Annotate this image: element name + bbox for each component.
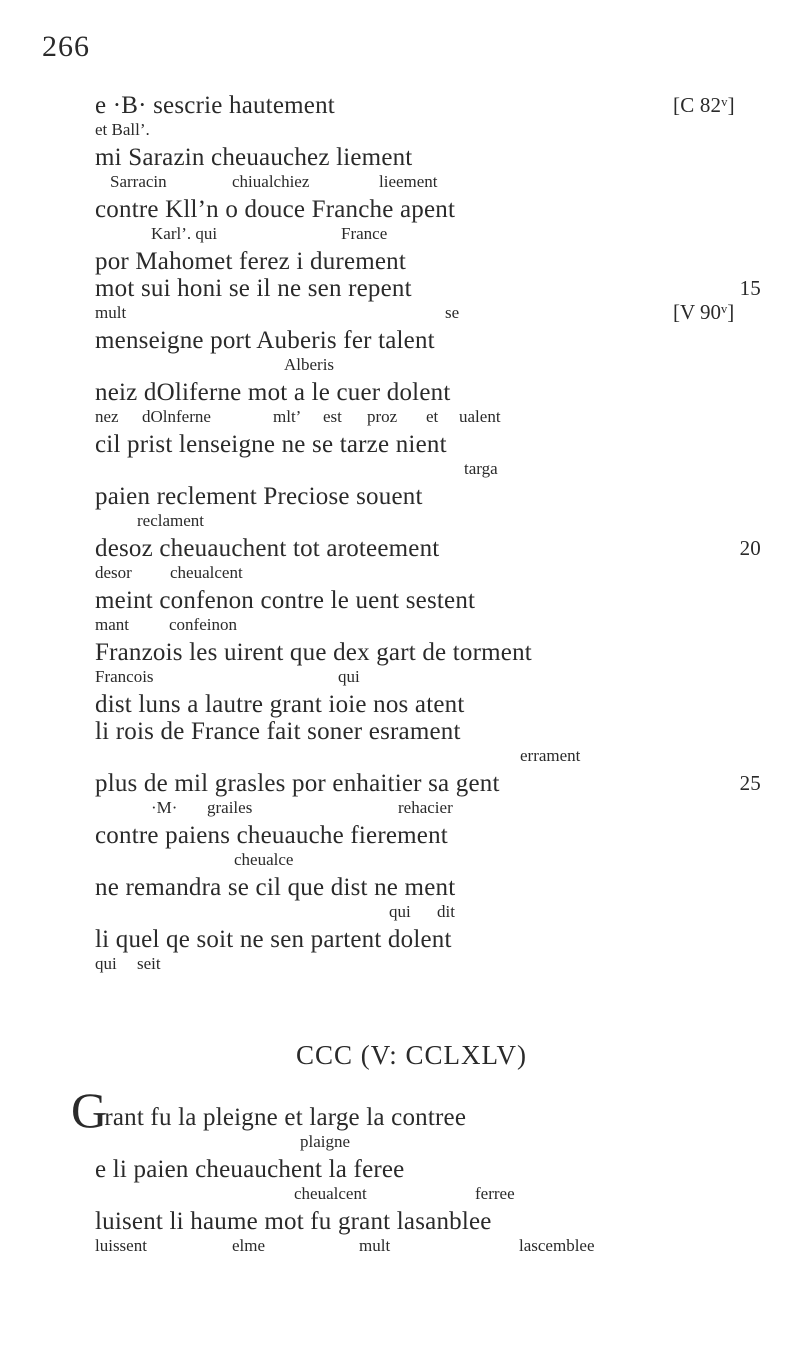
variant-line [95,901,775,922]
variant-word: ferree [475,1184,515,1203]
verse-text: cil prist lenseigne ne se tarze nient [95,431,447,458]
verse-text: plus de mil grasles por enhaitier sa gent [95,770,500,797]
verse-text: contre Kll’n o douce Franche apent [95,196,456,223]
verse-line [95,874,775,901]
variant-line [95,953,775,974]
variant-word: ualent [459,407,501,426]
verse-line [95,822,775,849]
variant-line [95,666,775,687]
variant-word: France [341,224,388,243]
verse-line [95,639,775,666]
variant-line [95,1183,775,1204]
variant-line [95,171,775,192]
variant-word: targa [464,459,498,478]
verse-text: e li paien cheuauchent la feree [95,1156,405,1183]
variant-line [95,223,775,244]
verse-text: dist luns a lautre grant ioie nos atent [95,691,465,718]
verse-line [95,1156,775,1183]
verse-text: neiz dOliferne mot a le cuer dolent [95,379,451,406]
variant-word: lascemblee [519,1236,595,1255]
variant-word: et [426,407,439,426]
verse-line [95,275,775,302]
variant-line [95,1235,775,1256]
verse-line [95,196,775,223]
variant-word: plaigne [300,1132,351,1151]
manuscript-reference: [C 82ᵛ] [673,93,735,117]
variant-word: cheualce [234,850,294,869]
variant-word: mant [95,615,129,634]
drop-initial: G [71,1082,108,1138]
variant-word: desor [95,563,132,582]
variant-word: Francois [95,667,154,686]
verse-text: menseigne port Auberis fer talent [95,327,435,354]
verse-line [95,483,775,510]
page-number: 266 [42,30,90,63]
verse-line [95,691,775,718]
manuscript-reference: [V 90ᵛ] [673,300,735,324]
variant-word: dit [437,902,455,921]
variant-word: cheualcent [294,1184,367,1203]
variant-line [95,119,775,140]
variant-word: errament [520,746,581,765]
verse-line [95,379,775,406]
variant-word: et Ball’. [95,120,150,139]
variant-word: chiualchiez [232,172,310,191]
variant-line [95,745,775,766]
variant-line [95,1131,775,1152]
section-heading: CCC (V: CCLXLV) [296,1040,528,1070]
verse-line [95,718,775,745]
line-number: 25 [739,771,761,795]
variant-word: Sarracin [110,172,167,191]
variant-word: confeinon [169,615,237,634]
verse-text: rant fu la pleigne et large la contree [104,1104,467,1131]
variant-word: qui [338,667,360,686]
variant-word: Alberis [284,355,335,374]
variant-line [95,849,775,870]
verse-text: li quel qe soit ne sen partent dolent [95,926,452,953]
verse-text: mot sui honi se il ne sen repent [95,275,412,302]
verse-line [95,535,775,562]
variant-word: ·M· [151,798,178,817]
variant-line [95,797,775,818]
variant-line [95,406,775,427]
verse-line [95,587,775,614]
verse-text: contre paiens cheuauche fierement [95,822,448,849]
verse-text: mi Sarazin cheuauchez liement [95,144,413,171]
variant-word: grailes [207,798,253,817]
variant-word: se [445,303,460,322]
variant-word: qui [389,902,411,921]
verse-line [95,92,775,119]
verse-text: paien reclement Preciose souent [95,483,423,510]
verse-text: li rois de France fait soner esrament [95,718,461,745]
variant-word: luissent [95,1236,147,1255]
variant-line [95,302,775,323]
verse-block-2 [71,1082,775,1260]
line-number: 20 [739,536,761,560]
verse-line [95,327,775,354]
variant-line [95,614,775,635]
variant-word: reclament [137,511,205,530]
variant-line [95,354,775,375]
variant-word: seit [137,954,161,973]
variant-line [95,510,775,531]
variant-word: qui [95,954,117,973]
line-number: 15 [739,276,761,300]
variant-word: nez [95,407,119,426]
verse-block [95,92,775,978]
variant-word: mult [95,303,127,322]
variant-word: mlt’ [273,407,302,426]
verse-line [95,144,775,171]
verse-line [95,248,775,275]
verse-text: desoz cheuauchent tot aroteement [95,535,440,562]
variant-word: cheualcent [170,563,243,582]
verse-line [95,1208,775,1235]
verse-text: e ·B· sescrie hautement [95,92,335,119]
variant-line [95,562,775,583]
variant-word: Karl’. qui [151,224,218,243]
variant-word: proz [367,407,398,426]
verse-text: ne remandra se cil que dist ne ment [95,874,456,901]
variant-word: lieement [379,172,438,191]
verse-line [95,431,775,458]
variant-word: rehacier [398,798,453,817]
verse-text: meint confenon contre le uent sestent [95,587,476,614]
variant-word: elme [232,1236,266,1255]
variant-word: est [323,407,342,426]
variant-word: dOlnferne [142,407,211,426]
verse-line [71,1082,775,1138]
variant-line [95,458,775,479]
variant-word: mult [359,1236,391,1255]
verse-text: Franzois les uirent que dex gart de torment [95,639,532,666]
verse-text: luisent li haume mot fu grant lasanblee [95,1208,492,1235]
verse-line [95,770,775,797]
verse-text: por Mahomet ferez i durement [95,248,407,275]
verse-line [95,926,775,953]
